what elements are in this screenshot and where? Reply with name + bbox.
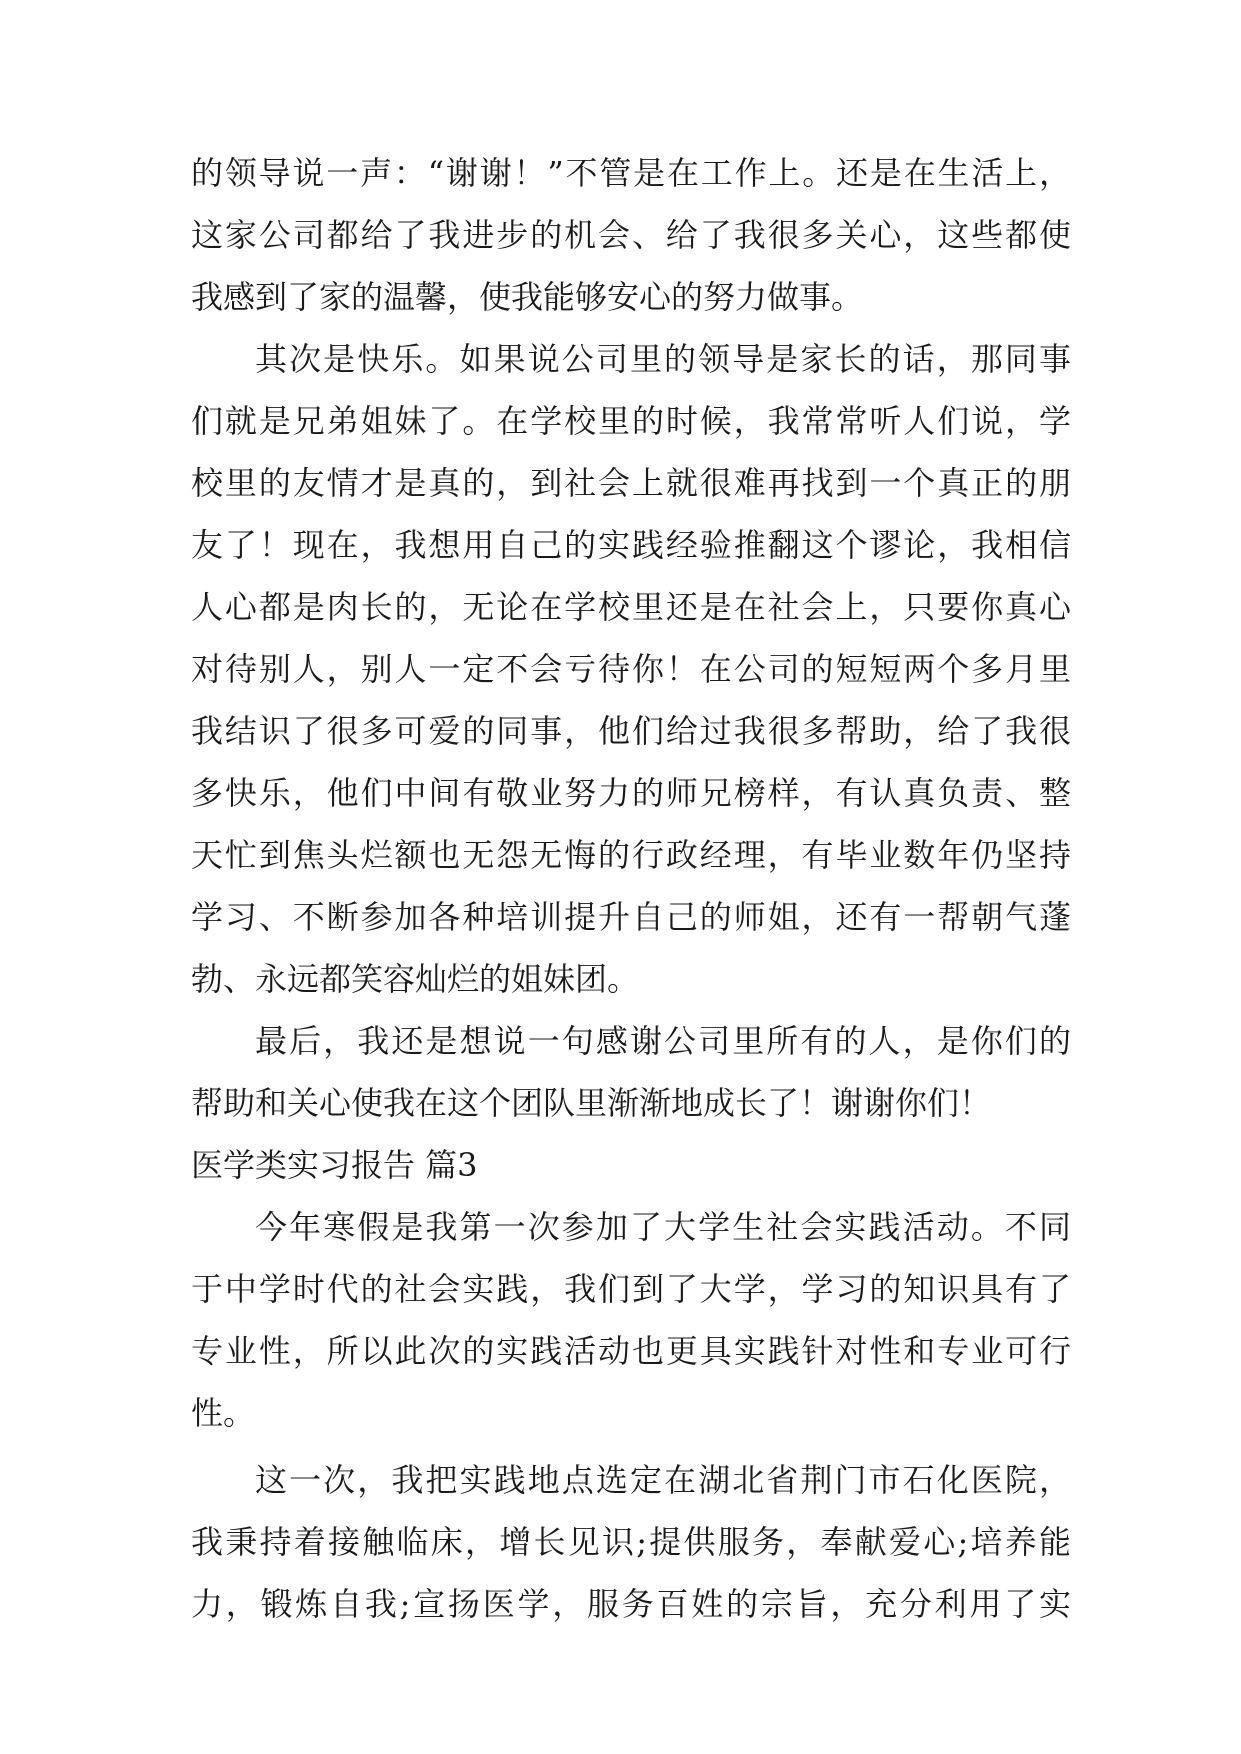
paragraph-4-line-3: 专业性，所以此次的实践活动也更具实践针对性和专业可行	[191, 1332, 1071, 1370]
paragraph-2-line-10: 学习、不断参加各种培训提升自己的师姐，还有一帮朝气蓬	[191, 898, 1071, 936]
paragraph-3-line-1: 最后，我还是想说一句感谢公司里所有的人，是你们的	[255, 1022, 1071, 1060]
paragraph-3-line-2: 帮助和关心使我在这个团队里渐渐地成长了！谢谢你们！	[191, 1084, 992, 1122]
paragraph-2-line-6: 对待别人，别人一定不会亏待你！在公司的短短两个多月里	[191, 650, 1071, 688]
paragraph-5-line-3: 力，锻炼自我;宣扬医学，服务百姓的宗旨，充分利用了实	[191, 1585, 1071, 1623]
paragraph-2-line-1: 其次是快乐。如果说公司里的领导是家长的话，那同事	[255, 340, 1071, 378]
paragraph-2-line-11: 勃、永远都笑容灿烂的姐妹团。	[191, 960, 640, 998]
paragraph-2-line-9: 天忙到焦头烂额也无怨无悔的行政经理，有毕业数年仍坚持	[191, 836, 1071, 874]
paragraph-2-line-2: 们就是兄弟姐妹了。在学校里的时候，我常常听人们说，学	[191, 402, 1071, 440]
paragraph-5-line-1: 这一次，我把实践地点选定在湖北省荆门市石化医院，	[255, 1461, 1071, 1499]
paragraph-1-line-2: 这家公司都给了我进步的机会、给了我很多关心，这些都使	[191, 216, 1071, 254]
paragraph-2-line-8: 多快乐，他们中间有敬业努力的师兄榜样，有认真负责、整	[191, 774, 1071, 812]
paragraph-4-line-2: 于中学时代的社会实践，我们到了大学，学习的知识具有了	[191, 1270, 1071, 1308]
paragraph-4-line-4: 性。	[191, 1394, 256, 1432]
paragraph-2-line-5: 人心都是肉长的，无论在学校里还是在社会上，只要你真心	[191, 588, 1071, 626]
paragraph-2-line-4: 友了！现在，我想用自己的实践经验推翻这个谬论，我相信	[191, 526, 1071, 564]
paragraph-1-line-1: 的领导说一声：“谢谢！”不管是在工作上。还是在生活上，	[191, 154, 1071, 192]
paragraph-2-line-7: 我结识了很多可爱的同事，他们给过我很多帮助，给了我很	[191, 712, 1071, 750]
section-heading: 医学类实习报告 篇3	[191, 1146, 478, 1184]
paragraph-1-line-3: 我感到了家的温馨，使我能够安心的努力做事。	[191, 278, 864, 316]
paragraph-2-line-3: 校里的友情才是真的，到社会上就很难再找到一个真正的朋	[191, 464, 1071, 502]
paragraph-5-line-2: 我秉持着接触临床，增长见识;提供服务，奉献爱心;培养能	[191, 1523, 1071, 1561]
paragraph-4-line-1: 今年寒假是我第一次参加了大学生社会实践活动。不同	[255, 1208, 1071, 1246]
